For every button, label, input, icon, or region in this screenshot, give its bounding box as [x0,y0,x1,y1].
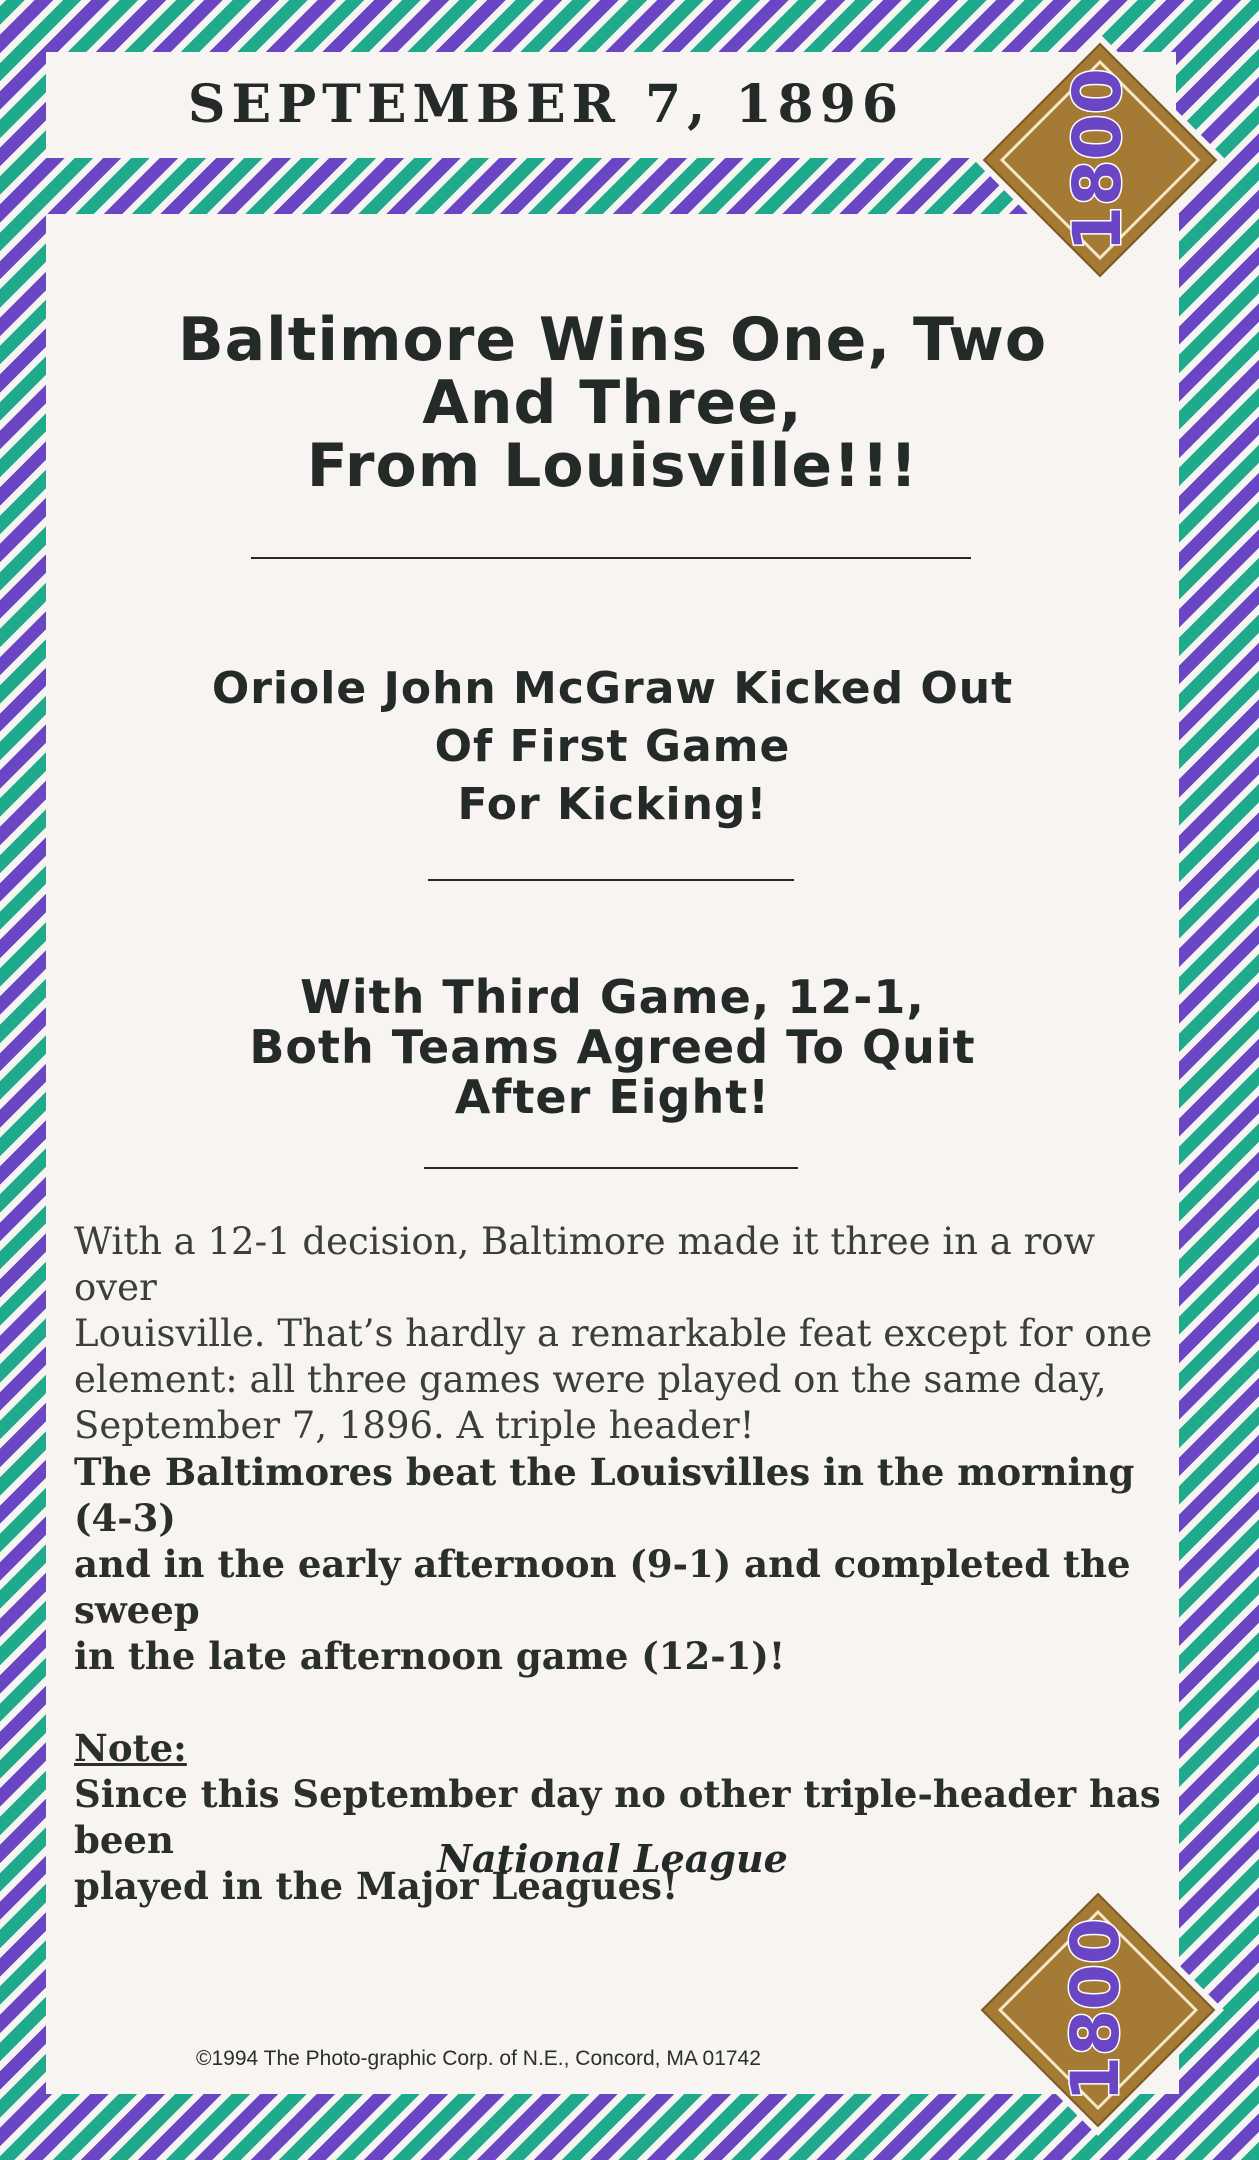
league-name: National League [437,1836,788,1881]
sub-headline-1 [46,660,1179,834]
sub-headline-2-line-2: Both Teams Agreed To Quit [249,1020,976,1074]
note-label: Note: [74,1726,187,1770]
main-headline-line-3: From Louisville!!! [306,431,919,501]
paragraph-intro-line-2: Louisville. That’s hardly a remarkable feat except for one [74,1312,1153,1355]
copyright-notice: ©1994 The Photo-graphic Corp. of N.E., Concord, MA 01742 [196,2047,761,2070]
main-headline-line-1: Baltimore Wins One, Two [177,305,1048,375]
paragraph-scores-line-1: The Baltimores beat the Louisvilles in the morning (4-3) [74,1450,1135,1540]
diamond-1800-badge-bottom [968,1880,1228,2140]
divider-rule-3 [424,1167,798,1169]
sub-headline-2-line-1: With Third Game, 12-1, [300,970,925,1024]
main-panel [46,214,1179,2094]
divider-rule-1 [251,557,971,559]
paragraph-scores-line-2: and in the early afternoon (9-1) and completed the sweep [74,1542,1131,1632]
article-body [74,1219,1164,1909]
main-headline [46,305,1179,501]
badge-year-text-bottom: 1800 [1057,1918,1134,2102]
badge-year-text: 1800 [1059,68,1136,252]
note-text-line-2: played in the Major Leagues! [74,1864,679,1908]
paragraph-intro-line-1: With a 12-1 decision, Baltimore made it three in a row over [74,1220,1096,1309]
divider-rule-2 [428,879,794,881]
paragraph-intro [74,1219,1164,1449]
sub-headline-1-line-1: Oriole John McGraw Kicked Out [211,663,1014,714]
main-headline-line-2: And Three, [422,368,803,438]
sub-headline-2-line-3: After Eight! [454,1070,771,1124]
diamond-1800-badge-top [970,30,1230,290]
paragraph-intro-line-3: element: all three games were played on the same day, [74,1358,1107,1401]
sub-headline-1-line-3: For Kicking! [457,779,768,830]
note-text-line-1: Since this September day no other triple-header has been [74,1772,1161,1862]
sub-headline-2 [46,972,1179,1122]
paragraph-intro-line-4: September 7, 1896. A triple header! [74,1404,755,1447]
sub-headline-1-line-2: Of First Game [434,721,791,772]
paragraph-scores-line-3: in the late afternoon game (12-1)! [74,1634,786,1678]
date-heading: SEPTEMBER 7, 1896 [187,74,905,135]
paragraph-scores [74,1449,1164,1679]
